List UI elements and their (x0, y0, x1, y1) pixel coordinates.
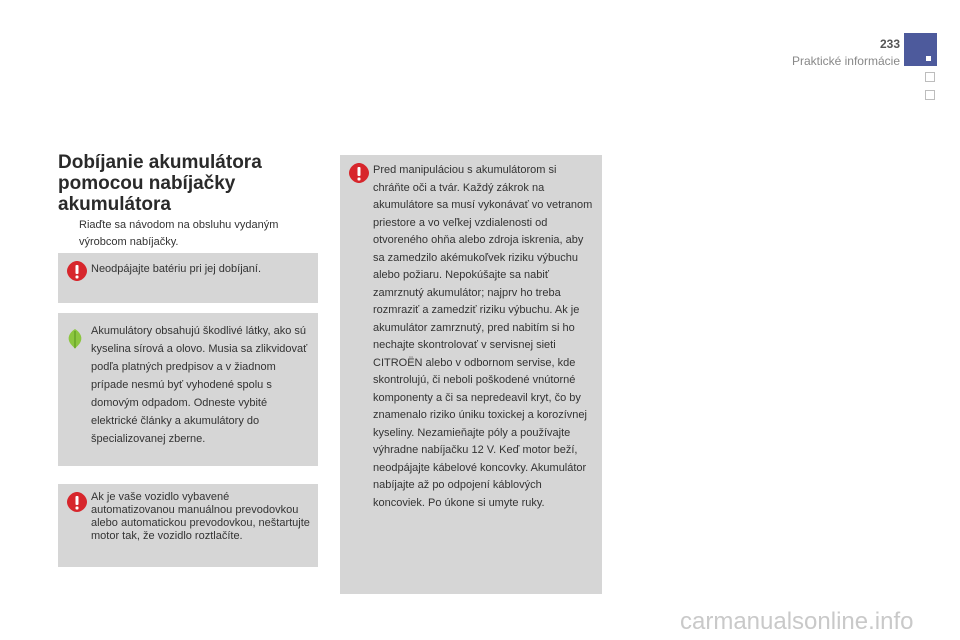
warning-box-charging (58, 253, 318, 303)
chapter-tab-outline-2 (925, 90, 935, 100)
page-title (58, 152, 318, 215)
warning-icon (65, 259, 89, 283)
warning-safety-text: Pred manipuláciou s akumulátorom si chráňte oči a tvár. Každý zákrok na akumulátore sa musí vykonávať vo vetranom priestore a vo veľkej vzdialenosti od otvoreného ohňa alebo zdroja iskrenia, aby sa zamedzilo akémukoľvek riziku výbuchu alebo požiaru. Nepokúšajte sa nabiť zamrznutý akumulátor; najprv ho treba rozmraziť a zamedziť riziku výbuchu. Ak je akumulátor zamrznutý, pred nabitím si ho nechajte skontrolovať v servisnej sieti CITROËN alebo v odbornom servise, kde skontrolujú, či neboli poškodené vnútorné komponenty a či sa nepredeavil kryt, čo by znamenalo riziko úniku toxickej a korozívnej kyseliny. Nezamieňajte póly a používajte výhradne nabíjačku 12 V. Keď motor beží, neodpájajte kábelové koncovky. Akumulátor nabíjajte až po odpojení káblových koncoviek. Po úkone si umyte ruky. (373, 164, 593, 509)
section-title: Praktické informácie (791, 54, 900, 68)
title-line-1: Dobíjanie akumulátora (58, 152, 262, 173)
warning-icon (347, 161, 371, 185)
warning-icon (65, 490, 89, 514)
title-line-3: akumulátora (58, 194, 171, 215)
warning-gearbox-text: Ak je vaše vozidlo vybavené automatizovanou manuálnou prevodovkou alebo automatickou prevodovkou, neštartujte motor tak, že vozidlo roztlačíte. (91, 491, 310, 542)
chapter-tab-marker (926, 56, 931, 61)
watermark: carmanualsonline.info (680, 608, 914, 635)
environment-text: Akumulátory obsahujú škodlivé látky, ako sú kyselina sírová a olovo. Musia sa zlikvidovať podľa platných predpisov a v žiadnom prípade nesmú byť vyhodené spolu s domovým odpadom. Odneste vybité elektrické články a akumulátory do špecializovanej zberne. (91, 325, 308, 445)
warning-charging-text: Neodpájajte batériu pri jej dobíjaní. (91, 263, 262, 275)
warning-box-gearbox (58, 484, 318, 567)
recycle-leaf-icon (65, 328, 85, 350)
chapter-tab[interactable] (904, 33, 937, 66)
environment-box (58, 313, 318, 466)
warning-box-safety (340, 155, 602, 594)
instruction-bullet (60, 217, 320, 251)
chapter-tab-outline-1 (925, 72, 935, 82)
page-number: 233 (879, 37, 900, 51)
title-line-2: pomocou nabíjačky (58, 173, 236, 194)
bullet-text: Riaďte sa návodom na obsluhu vydaným výrobcom nabíjačky. (79, 219, 279, 248)
